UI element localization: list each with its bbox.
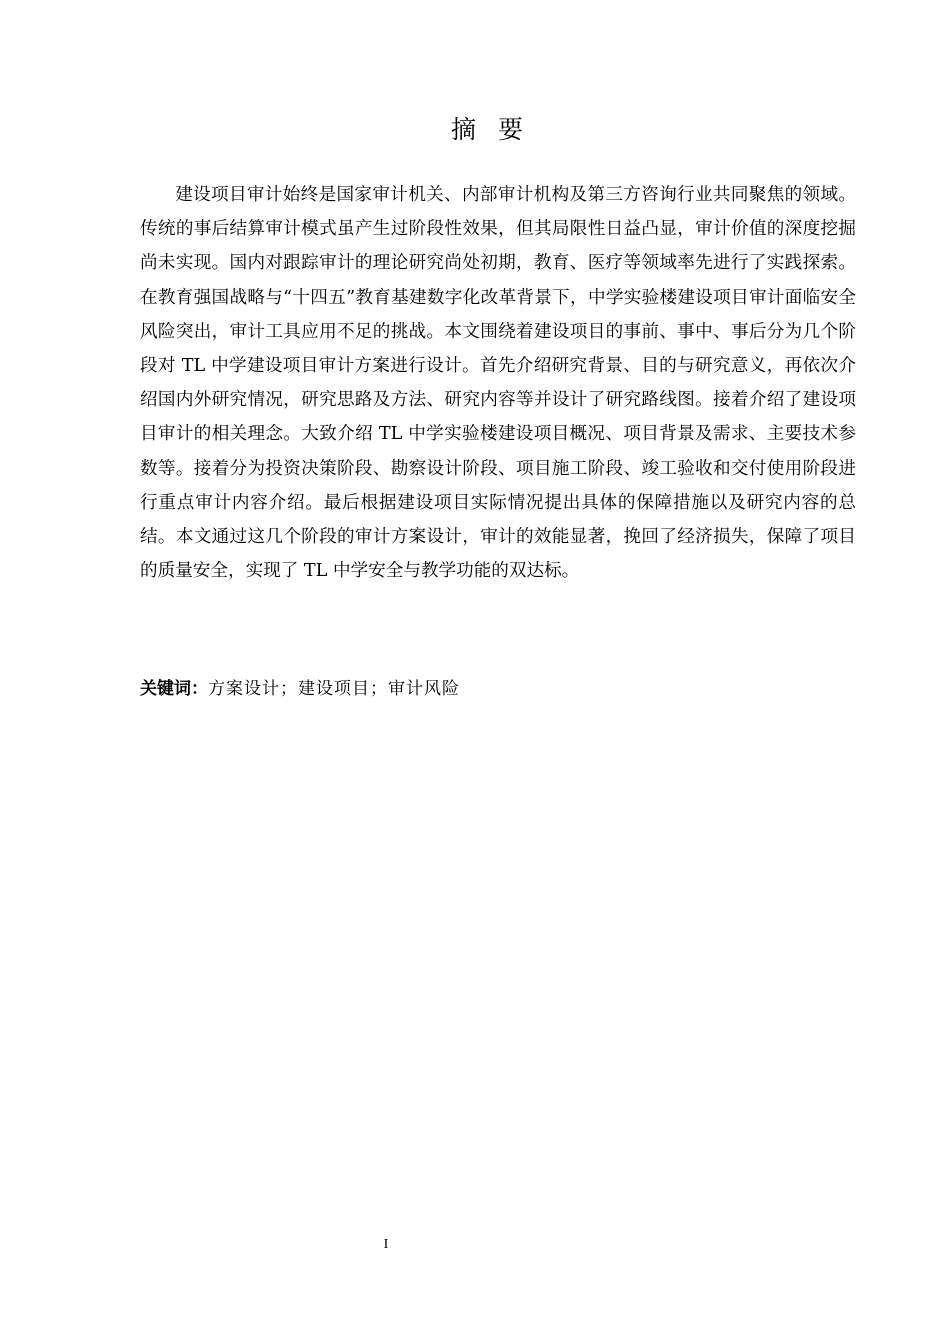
keywords-line — [140, 676, 856, 702]
abstract-paragraph: 建设项目审计始终是国家审计机关、内部审计机构及第三方咨询行业共同聚焦的领域。传统的事后结算审计模式虽产生过阶段性效果，但其局限性日益凸显，审计价值的深度挖掘尚未实现。国内对跟踪审计的理论研究尚处初期，教育、医疗等领域率先进行了实践探索。在教育强国战略与“十四五”教育基建数字化改革背景下，中学实验楼建设项目审计面临安全风险突出，审计工具应用不足的挑战。本文围绕着建设项目的事前、事中、事后分为几个阶段对 TL 中学建设项目审计方案进行设计。首先介绍研究背景、目的与研究意义，再依次介绍国内外研究情况，研究思路及方法、研究内容等并设计了研究路线图。接着介绍了建设项目审计的相关理念。大致介绍 TL 中学实验楼建设项目概况、项目背景及需求、主要技术参数等。接着分为投资决策阶段、勘察设计阶段、项目施工阶段、竣工验收和交付使用阶段进行重点审计内容介绍。最后根据建设项目实际情况提出具体的保障措施以及研究内容的总结。本文通过这几个阶段的审计方案设计，审计的效能显著，挽回了经济损失，保障了项目的质量安全，实现了 TL 中学安全与教学功能的双达标。 — [140, 185, 856, 582]
keywords-label: 关键词： — [140, 679, 208, 699]
keywords-list: 方案设计；建设项目；审计风险 — [208, 679, 460, 699]
page-number: I — [383, 1237, 389, 1252]
abstract-title: 摘要 — [450, 115, 545, 144]
